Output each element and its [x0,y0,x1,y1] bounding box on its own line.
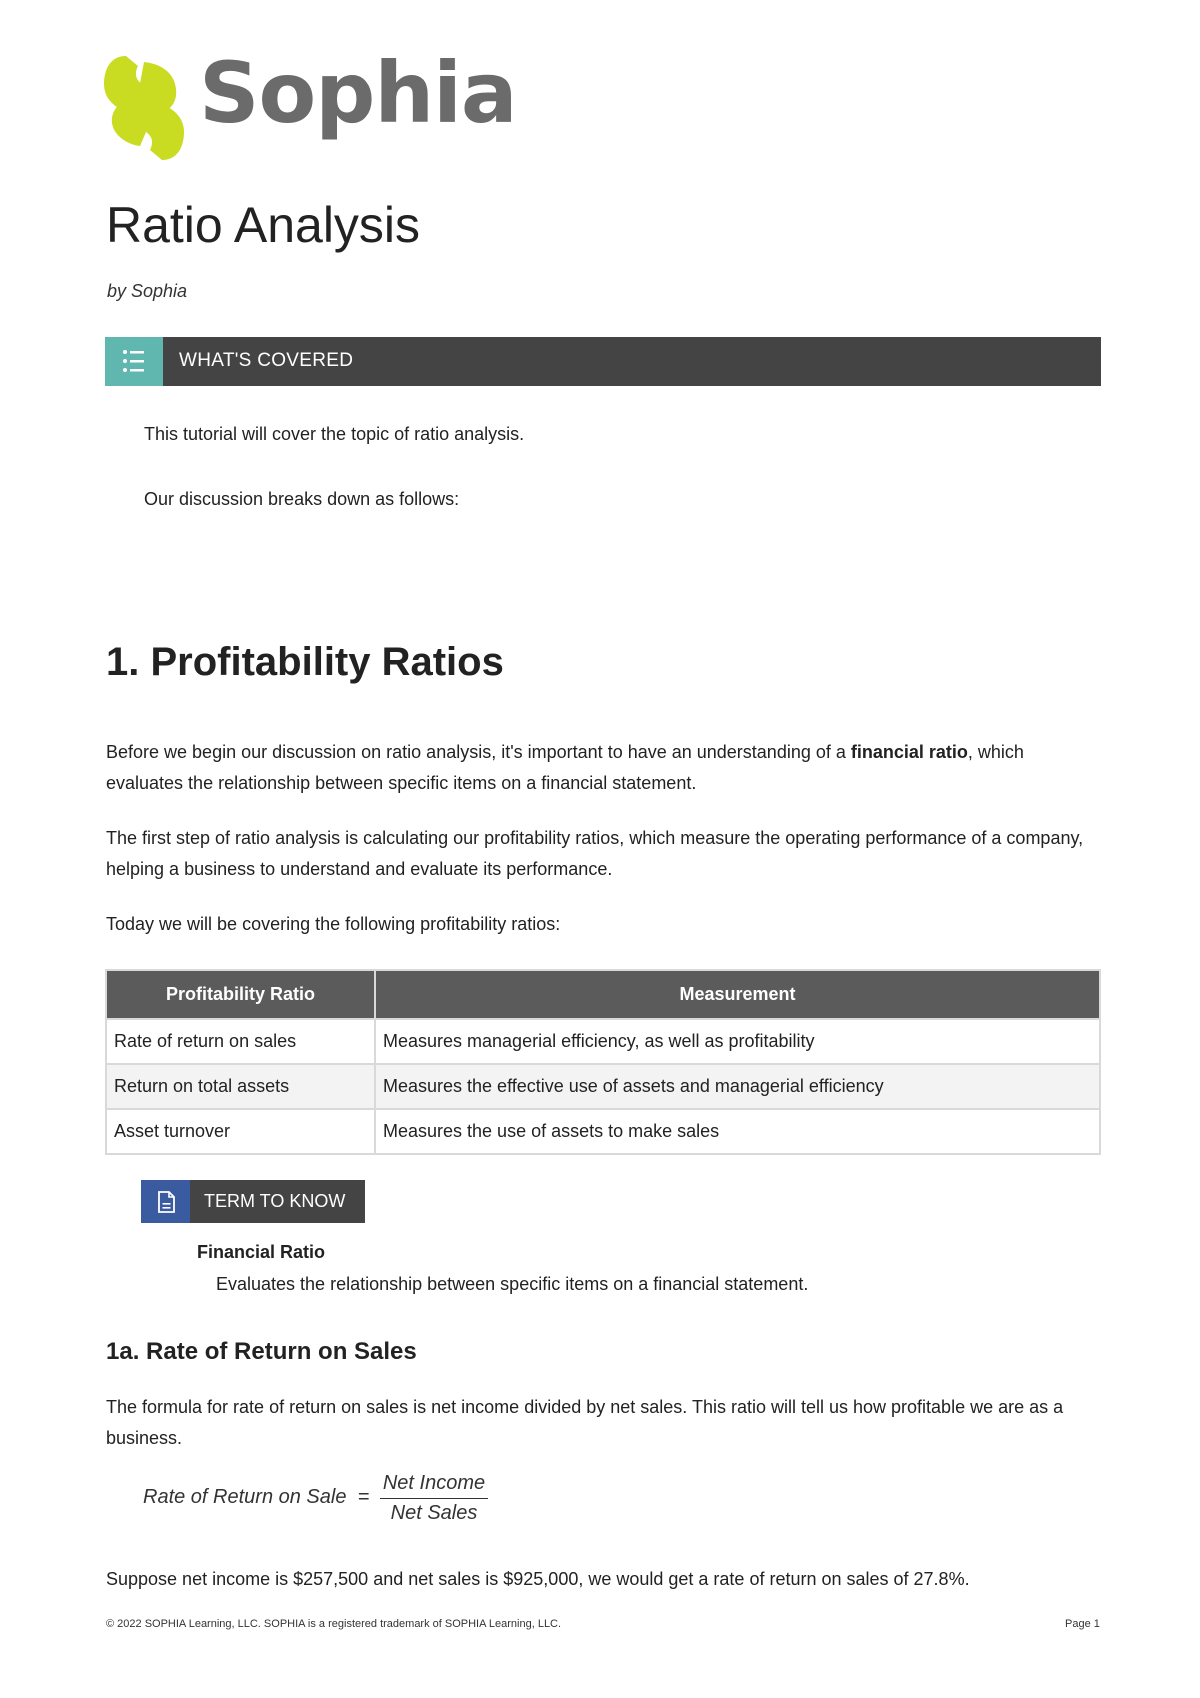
whats-covered-banner [105,337,1101,386]
term-to-know-banner [141,1180,365,1223]
table-cell: Rate of return on sales [106,1019,375,1064]
formula-denominator: Net Sales [390,1502,478,1524]
table-row [106,1109,1100,1154]
table-row [106,1019,1100,1064]
formula-equals: = [357,1486,370,1508]
intro-text-after: , which evaluates the relationship between specific items on a financial statement. [106,742,1024,793]
covering-paragraph: Today we will be covering the following profitability ratios: [106,914,561,934]
table-cell: Measures the use of assets to make sales [375,1109,1100,1154]
table-cell: Measures managerial efficiency, as well as profitability [375,1019,1100,1064]
table-cell: Measures the effective use of assets and managerial efficiency [375,1064,1100,1109]
section-heading: 1. Profitability Ratios [106,640,504,684]
formula-lhs-text: Rate of Return on Sale [143,1486,347,1508]
table-row [106,1064,1100,1109]
table-header-row [106,970,1100,1019]
whats-covered-label: WHAT'S COVERED [179,350,354,371]
sophia-logo [104,44,524,160]
table-cell: Asset turnover [106,1109,375,1154]
document-icon [141,1180,190,1223]
profitability-paragraph: The first step of ratio analysis is calculating our profitability ratios, which measure the operating performance of a company, helping a business to understand and evaluate its performance. [106,828,1084,879]
term-to-know-label: TERM TO KNOW [204,1191,346,1211]
footer-page-number: Page 1 [1065,1618,1100,1630]
formula-lhs [143,1486,369,1509]
intro-paragraph [106,737,1096,799]
example-paragraph: Suppose net income is $257,500 and net sales is $925,000, we would get a rate of return on sales of 27.8%. [106,1569,970,1589]
financial-ratio-term: financial ratio [850,742,968,762]
formula-paragraph: The formula for rate of return on sales is net income divided by net sales. This ratio will tell us how profitable we are as a business. [106,1397,1064,1448]
intro-text-before: Before we begin our discussion on ratio analysis, it's important to have an understanding of a [106,742,851,762]
logo-wordmark: Sophia [199,44,517,142]
footer-copyright: © 2022 SOPHIA Learning, LLC. SOPHIA is a registered trademark of SOPHIA Learning, LLC. [106,1618,562,1630]
covered-breakdown: Our discussion breaks down as follows: [144,489,460,509]
sophia-logo-mark-icon [104,56,184,160]
list-icon [105,337,163,386]
term-name: Financial Ratio [197,1242,326,1262]
formula-numerator: Net Income [380,1472,488,1499]
term-definition: Evaluates the relationship between specific items on a financial statement. [216,1274,809,1294]
page-title: Ratio Analysis [106,197,421,253]
table-header-cell: Profitability Ratio [106,970,375,1019]
covered-intro: This tutorial will cover the topic of ratio analysis. [144,424,525,444]
table-header-cell: Measurement [375,970,1100,1019]
table-cell: Return on total assets [106,1064,375,1109]
profitability-ratios-table [105,969,1101,1155]
byline: by Sophia [107,281,188,301]
subsection-heading: 1a. Rate of Return on Sales [106,1338,417,1365]
formula-fraction [380,1472,488,1525]
